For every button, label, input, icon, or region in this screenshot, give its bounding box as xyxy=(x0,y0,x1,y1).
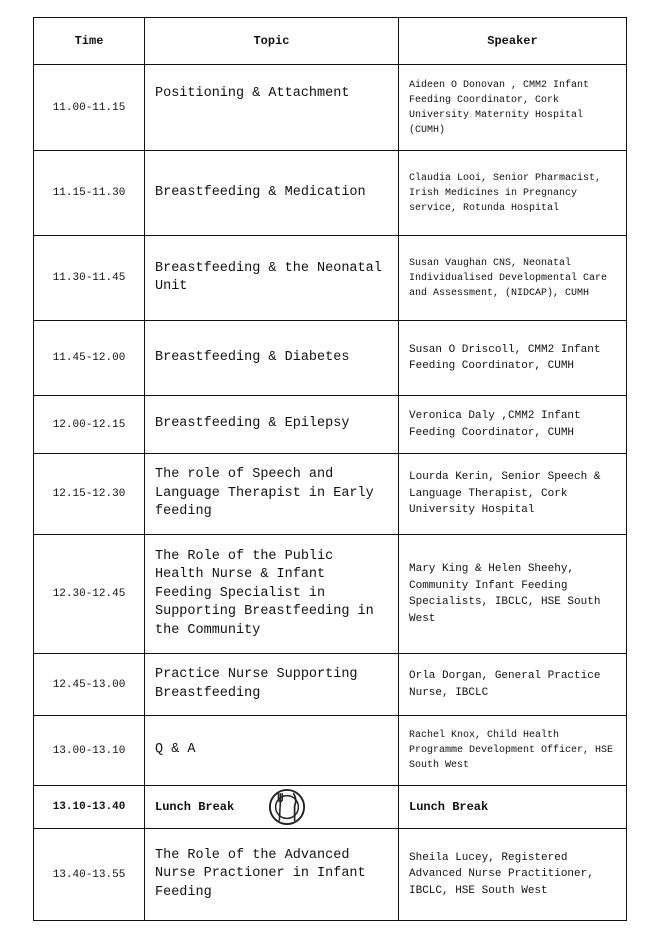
plate-cutlery-icon xyxy=(268,788,306,826)
time-cell: 12.00-12.15 xyxy=(34,396,145,454)
speaker-cell: Mary King & Helen Sheehy, Community Infant Feeding Specialists, IBCLC, HSE South West xyxy=(399,535,627,654)
table-row xyxy=(34,654,627,716)
speaker-cell: Lunch Break xyxy=(399,786,627,829)
time-cell: 12.30-12.45 xyxy=(34,535,145,654)
header-time: Time xyxy=(34,18,145,65)
topic-cell: The role of Speech and Language Therapist in Early feeding xyxy=(145,454,399,535)
time-cell: 13.00-13.10 xyxy=(34,716,145,786)
header-topic: Topic xyxy=(145,18,399,65)
speaker-cell: Rachel Knox, Child Health Programme Development Officer, HSE South West xyxy=(399,716,627,786)
topic-cell: The Role of the Public Health Nurse & Infant Feeding Specialist in Supporting Breastfeeding in the Community xyxy=(145,535,399,654)
table-row xyxy=(34,454,627,535)
time-cell: 13.10-13.40 xyxy=(34,786,145,829)
table-row xyxy=(34,716,627,786)
table-row xyxy=(34,396,627,454)
topic-cell: Breastfeeding & Medication xyxy=(145,151,399,236)
header-row xyxy=(34,18,627,65)
topic-cell: Practice Nurse Supporting Breastfeeding xyxy=(145,654,399,716)
time-cell: 11.15-11.30 xyxy=(34,151,145,236)
topic-cell xyxy=(145,786,399,829)
topic-cell: Q & A xyxy=(145,716,399,786)
time-cell: 13.40-13.55 xyxy=(34,829,145,921)
speaker-cell: Orla Dorgan, General Practice Nurse, IBCLC xyxy=(399,654,627,716)
speaker-cell: Sheila Lucey, Registered Advanced Nurse Practitioner, IBCLC, HSE South West xyxy=(399,829,627,921)
table-row xyxy=(34,236,627,321)
lunch-label: Lunch Break xyxy=(155,799,235,814)
time-cell: 12.15-12.30 xyxy=(34,454,145,535)
speaker-cell: Lourda Kerin, Senior Speech & Language Therapist, Cork University Hospital xyxy=(399,454,627,535)
speaker-cell: Claudia Looi, Senior Pharmacist, Irish Medicines in Pregnancy service, Rotunda Hospital xyxy=(399,151,627,236)
agenda-table xyxy=(33,17,627,921)
topic-cell: Breastfeeding & the Neonatal Unit xyxy=(145,236,399,321)
time-cell: 12.45-13.00 xyxy=(34,654,145,716)
table-row xyxy=(34,321,627,396)
table-row xyxy=(34,65,627,151)
topic-cell: Positioning & Attachment xyxy=(145,65,399,151)
time-cell: 11.45-12.00 xyxy=(34,321,145,396)
speaker-cell: Veronica Daly ,CMM2 Infant Feeding Coordinator, CUMH xyxy=(399,396,627,454)
header-speaker: Speaker xyxy=(399,18,627,65)
speaker-cell: Susan Vaughan CNS, Neonatal Individualised Developmental Care and Assessment, (NIDCAP), CUMH xyxy=(399,236,627,321)
speaker-cell: Susan O Driscoll, CMM2 Infant Feeding Coordinator, CUMH xyxy=(399,321,627,396)
time-cell: 11.30-11.45 xyxy=(34,236,145,321)
lunch-row xyxy=(34,786,627,829)
topic-cell: The Role of the Advanced Nurse Practioner in Infant Feeding xyxy=(145,829,399,921)
speaker-cell: Aideen O Donovan , CMM2 Infant Feeding Coordinator, Cork University Maternity Hospital (CUMH) xyxy=(399,65,627,151)
topic-cell: Breastfeeding & Epilepsy xyxy=(145,396,399,454)
topic-cell: Breastfeeding & Diabetes xyxy=(145,321,399,396)
time-cell: 11.00-11.15 xyxy=(34,65,145,151)
table-row xyxy=(34,151,627,236)
table-row xyxy=(34,535,627,654)
table-row xyxy=(34,829,627,921)
